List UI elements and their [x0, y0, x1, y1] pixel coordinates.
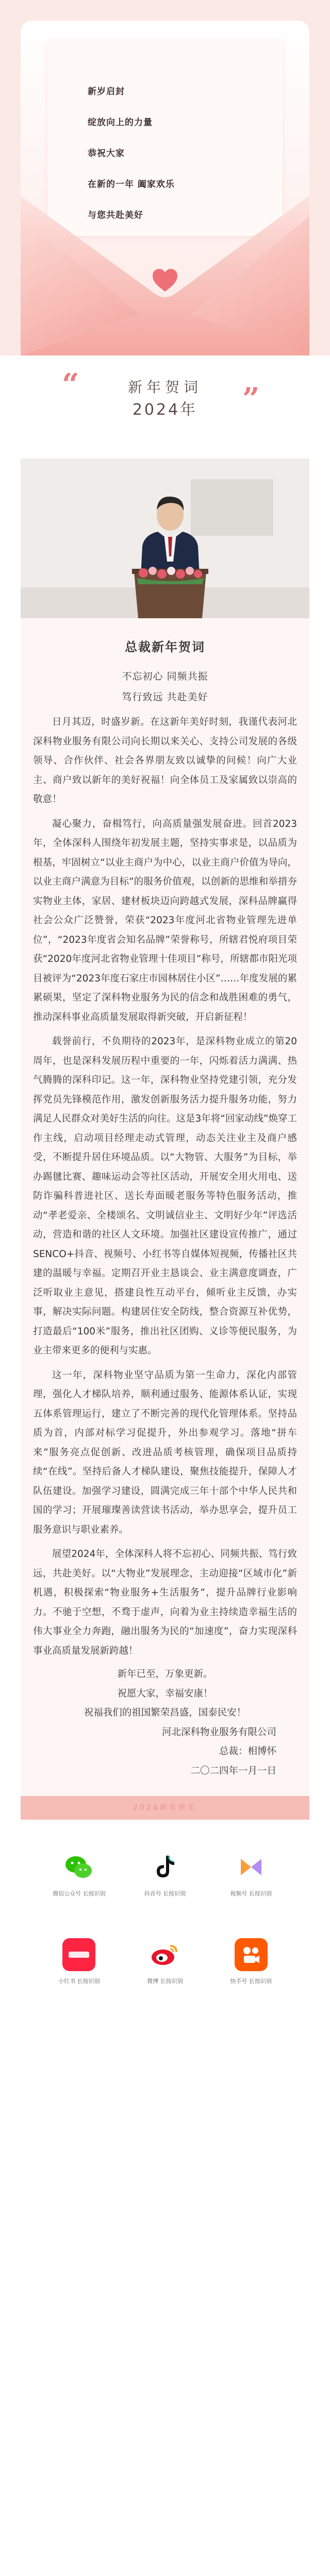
greeting-line: 与您共赴美好 — [88, 210, 143, 221]
letter-paragraph: 载誉前行，不负期待的2023年，是深科物业成立的第20周年，也是深科发展历程中重要的一年，闪烁着活力满满、热气腾腾的深科印记。这一年，深科物业坚持党建引领，充分发挥党员先锋模范作用，激发创新服务活力提升服务功能，努力满足人民群众对美好生活的向往。这是3年将“回家动线”焕穿工作主线，启动项目经理走动式管理，动态关注业主及商户感受，不断提升居住环境品质。以“大物管、大服务”为目标，举办踢毽比赛、趣味运动会等社区活动，开展安全用火用电、送防诈骗科普进社区、送长寿面暖老服务等特色服务活动，推动“孝老爱亲、全楼颂名、文明诚信业主、文明好少年”评选活动，营造和谐的社区人文环境。加强社区建设宣传推广，通过SENCO+抖音、视频号、小红书等自媒体短视频，传播社区共建的温暖与幸福。定期召开业主恳谈会、业主满意度调查，广泛听取业主意见，搭建良性互动平台，倾听业主反馈，办实事，解决实际问题。构建居住安全防线，整合资源互补优势，打造最后“100米”服务，推出社区团购、义诊等便民服务，为业主带来更多的便利与实惠。 — [33, 1036, 297, 1356]
envelope-header — [0, 0, 330, 355]
letter-paragraph: 日月其迈，时盛岁新。在这新年美好时刻，我谨代表河北深科物业服务有限公司向长期以来关心、支持公司发展的各级领导、合作伙伴、社会各界朋友致以诚挚的问候！向广大业主、商户致以新年的美好祝福！向全体员工及家属致以崇高的敬意！ — [33, 717, 297, 805]
closing-line: 祝福我们的祖国繁荣昌盛，国泰民安！ — [84, 1707, 246, 1718]
weibo-icon — [148, 1938, 182, 1971]
speaker-photo — [21, 459, 309, 618]
closing-line: 新年已至，万象更新。 — [117, 1669, 213, 1680]
social-item-weibo[interactable] — [129, 1938, 201, 1986]
close-quote-icon: ” — [242, 381, 260, 416]
greeting-line: 恭祝大家 — [88, 148, 125, 159]
social-caption: 小红书 长按识别 — [58, 1978, 100, 1985]
social-item-kuaishou[interactable] — [215, 1938, 287, 1986]
letter-paragraph: 这一年，深科物业坚守品质为第一生命力，深化内部管理，强化人才梯队培养，顺利通过服务、能源体系认证，实现五体系管理运行，建立了不断完善的现代化管理体系。坚持品质为首，内部对标学习促提升，外出参观学习。落地“拼车来”服务亮点促创新、改进品质考核管理，确保项目品质持续“在线”。坚持后备人才梯队建设，聚焦技能提升，保障人才队伍建设。加强学习建设，圆满完成三年十部个中华人民共和国的学习；开展璀璨善读营读书活动，举办思享会，提升员工服务意识与职业素养。 — [33, 1369, 297, 1535]
social-caption: 快手号 长按识别 — [230, 1978, 272, 1985]
social-footer — [0, 1820, 330, 2108]
social-item-wechat[interactable] — [43, 1851, 115, 1898]
motto-line: 不忘初心 同频共振 — [122, 671, 208, 682]
greeting-line: 在新的一年 阖家欢乐 — [88, 179, 175, 190]
company-name: 河北深科物业服务有限公司 — [161, 1726, 276, 1738]
heart-icon — [152, 268, 178, 293]
social-caption: 微信公众号 长按识别 — [53, 1890, 106, 1897]
signature: 总裁：相博怀 — [219, 1746, 276, 1757]
letter-paragraph: 凝心聚力，奋楫笃行，向高质量强发展奋进。回首2023年，全体深科人围绕年初发展主题，坚持实事求是，以品质为根基，牢固树立“以业主商户为中心，以业主商户价值为导向，以业主商户满意为目标”的服务价值观，以创新的思维和举措夯实物业主体，家居、建材板块迈向跨越式发展，深科品牌赢得社会公众广泛赞誉，荣获“2023年度河北省物业管理先进单位”，“2023年度省会知名品牌”荣誉称号，所辖君悦府项目荣获“2020年度河北省物业管理十佳项目”称号，所辖都市阳光项目被评为“2023年度石家庄市园林居住小区”……年度发展的累累硕果，坚定了深科物业服务为民的信念和战胜困难的勇气，推动深科事业高质量发展取得新突破，开启新征程！ — [33, 818, 297, 1023]
xiaohongshu-icon — [62, 1938, 95, 1971]
video-channel-icon — [235, 1851, 268, 1884]
social-item-douyin[interactable] — [129, 1851, 201, 1898]
speaker-illustration — [21, 459, 309, 618]
social-row — [0, 1851, 330, 1898]
social-row — [0, 1938, 330, 1986]
closing-line: 祝愿大家，幸福安康！ — [117, 1688, 213, 1699]
wechat-icon — [62, 1851, 95, 1884]
page-title: 新年贺词 — [127, 379, 202, 396]
motto-line: 笃行致远 共赴美好 — [122, 691, 208, 703]
social-item-video-channel[interactable] — [215, 1851, 287, 1898]
letter-paragraph: 展望2024年，全体深科人将不忘初心、同频共振、笃行致远，共赴美好。以“大物业”发展理念，主动迎接“区域市化”新机遇，积极探索“物业服务+生活服务”，提升品牌行业影响力。不驰于空想，不骛于虚声，向着为业主持续造幸福生活的伟大事业全力奔跑，融出服务为民的“加速度”，奋力实现深科事业高质量发展新跨越！ — [33, 1549, 297, 1656]
open-quote-icon: “ — [62, 367, 79, 402]
kuaishou-icon — [235, 1938, 268, 1971]
social-caption: 抖音号 长按识别 — [144, 1890, 186, 1897]
social-item-xiaohongshu[interactable] — [43, 1938, 115, 1986]
social-caption: 微博 长按识别 — [147, 1978, 183, 1985]
social-caption: 视频号 长按识别 — [230, 1890, 272, 1897]
greeting-line: 绽放向上的力量 — [88, 117, 153, 128]
title-section — [0, 355, 330, 459]
letter-heading: 总裁新年贺词 — [125, 640, 205, 654]
greeting-line: 新岁启封 — [88, 87, 125, 97]
douyin-icon — [148, 1851, 182, 1884]
letter-footer-band: 2024新年快乐 — [21, 1796, 309, 1820]
letter-body — [21, 618, 309, 1796]
letter-date: 二〇二四年一月一日 — [190, 1765, 276, 1776]
page-year: 2024年 — [132, 401, 198, 419]
